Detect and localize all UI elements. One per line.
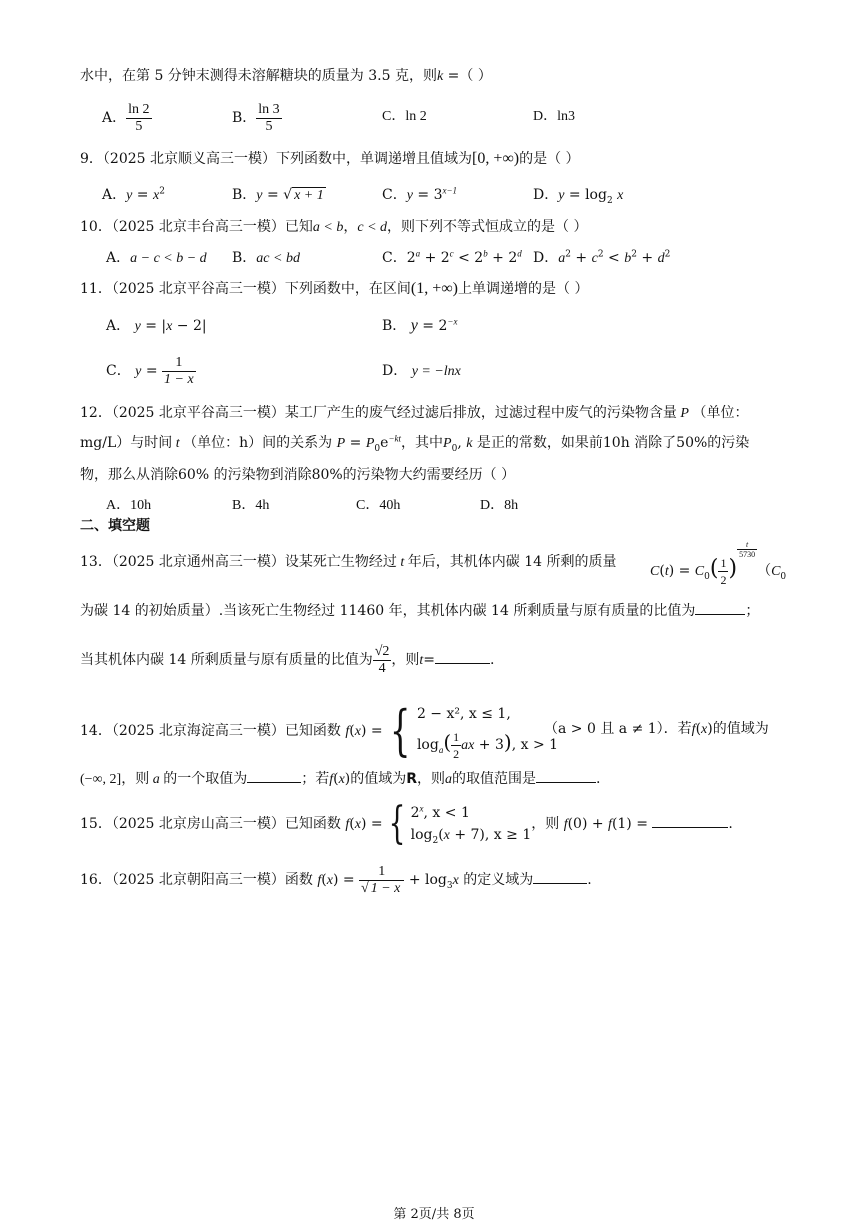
q14-condition: （a > 0 且 a ≠ 1）．若f(x)的值域为	[544, 721, 769, 737]
q12-option-c: C．40h	[356, 498, 401, 513]
answer-blank[interactable]	[695, 600, 745, 615]
q9-stem: 9．（2025 北京顺义高三一模）下列函数中，单调递增且值域为[0, +∞)的是（ ）	[80, 150, 580, 167]
q12-line1: 12．（2025 北京平谷高三一模）某工厂产生的废气经过滤后排放，过滤过程中废气的污染物含量 P （单位：	[80, 405, 749, 421]
q11-option-b: B． $y = 2^{-x}$	[382, 316, 458, 334]
q13-line2: 为碳 14 的初始质量）.当该死亡生物经过 11460 年，其机体内碳 14 所剩质量与原有质量的比值为 ；	[80, 600, 759, 621]
answer-blank[interactable]	[536, 768, 596, 783]
q8-option-c: C．ln 2	[382, 109, 427, 124]
answer-blank[interactable]	[533, 869, 587, 884]
q11-option-d: D． y = −lnx	[382, 363, 461, 379]
q13-line3: 当其机体内碳 14 所剩质量与原有质量的比值为 $\frac{√2}{4}$ ，则t= .	[80, 643, 495, 676]
q12-line2: mg/L）与时间 t （单位：h）间的关系为 $P = P_0e^{-kt}$，其中$P_0$, k 是正的常数，如果前10h 消除了50%的污染	[80, 433, 750, 454]
q9-option-a: A．$y = x^2$	[102, 186, 165, 203]
answer-blank[interactable]	[435, 649, 490, 664]
q10-option-c: C．$2^a + 2^c < 2^b + 2^d$	[382, 248, 522, 266]
q9-option-c: C．$y = 3^{x-1}$	[382, 185, 458, 203]
q12-option-a: A．10h	[106, 498, 152, 513]
q9-option-b: B．y = √ x + 1	[232, 187, 324, 203]
q11-option-c: C． y = $\frac{1}{1 - x}$	[106, 354, 194, 387]
q15-line: 15．（2025 北京房山高三一模）已知函数 f(x) = { 2$^x$, x < 1 $\log_2(x + 7)$, x ≥ 1 ，则 f(0) + f(1) = .	[80, 798, 733, 849]
q13-line1: 13．（2025 北京通州高三一模）设某死亡生物经过 t 年后，其机体内碳 14 所剩的质量	[80, 554, 617, 570]
q16-line: 16．（2025 北京朝阳高三一模）函数 f(x) = $\frac{1}{√ 1 - x}$ + $\log_3x$ 的定义域为 .	[80, 863, 592, 896]
answer-blank[interactable]	[652, 813, 728, 828]
q10-stem: 10．（2025 北京丰台高三一模）已知a < b，c < d，则下列不等式恒成立的是（ ）	[80, 219, 588, 235]
q10-option-d: D．$a^2 + c^2 < b^2 + d^2$	[533, 249, 671, 266]
q12-line3: 物，那么从消除60% 的污染物到消除80%的污染物大约需要经历（ ）	[80, 467, 516, 483]
q11-option-a: A． y = |x − 2|	[106, 318, 207, 334]
q12-option-d: D．8h	[480, 498, 519, 513]
q14-line2: (−∞, 2]，则 a 的一个取值为 ；若f(x)的值域为R，则a的取值范围是 .	[80, 768, 600, 790]
q10-option-a: A．a − c < b − d	[106, 250, 207, 266]
q8-text: 水中，在第 5 分钟末测得未溶解糖块的质量为 3.5 克，则k =（ ）	[80, 68, 492, 84]
q8-options: A． $\frac{\ln 2}{5}$	[102, 101, 150, 134]
section-heading: 二、填空题	[80, 518, 150, 534]
answer-blank[interactable]	[247, 768, 301, 783]
q14-line1: 14．（2025 北京海淀高三一模）已知函数 f(x) = { 2 − x², x ≤ 1, $\log_a$( $\frac{1}{2}$ ax + 3), x > 1	[80, 698, 559, 762]
q13-formula: $C(t) = C_0$( $\frac{1}{2}$ ) $\frac{t}{5730}$ （$C_0$	[650, 540, 787, 587]
q11-stem: 11．（2025 北京平谷高三一模）下列函数中，在区间(1, +∞)上单调递增的是（ ）	[80, 280, 589, 297]
q8-option-b: B． $\frac{\ln 3}{5}$	[232, 101, 280, 134]
q8-option-d: D．ln3	[533, 109, 576, 124]
q9-option-d: D．$y = \log_2 x$	[533, 187, 624, 206]
page-footer: 第 2页/共 8页	[393, 1207, 475, 1222]
q10-option-b: B．ac < bd	[232, 250, 300, 266]
q12-option-b: B．4h	[232, 498, 270, 513]
